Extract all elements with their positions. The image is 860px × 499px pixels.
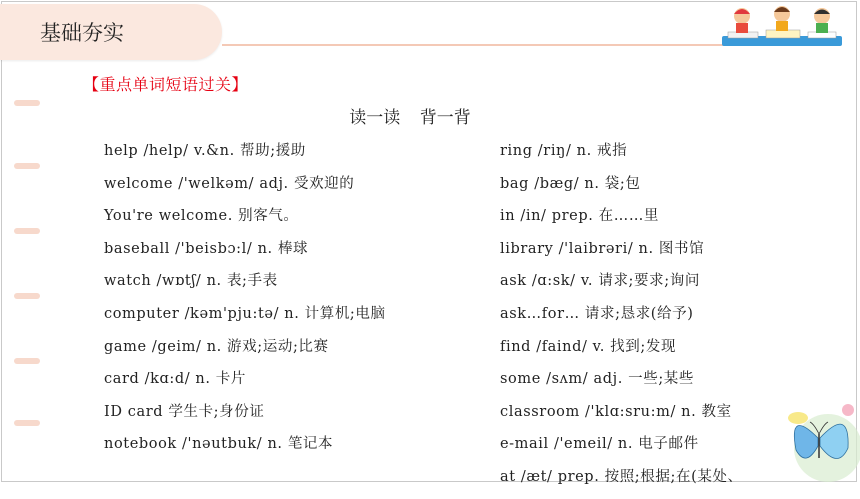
page-title: 基础夯实 [40, 21, 124, 45]
binder-ring [14, 358, 40, 364]
vocab-item: e-mail /'emeil/ n. 电子邮件 [500, 436, 699, 453]
vocab-item: ask /ɑ:sk/ v. 请求;要求;询问 [500, 273, 700, 290]
vocab-item: find /faind/ v. 找到;发现 [500, 338, 677, 355]
vocab-item: computer /kəm'pju:tə/ n. 计算机;电脑 [104, 305, 386, 322]
vocab-item: baseball /'beisbɔ:l/ n. 棒球 [104, 240, 309, 257]
vocab-item: bag /bæg/ n. 袋;包 [500, 175, 641, 192]
vocab-item: classroom /'klɑ:sru:m/ n. 教室 [500, 403, 732, 420]
vocab-item: ID card 学生卡;身份证 [104, 403, 265, 420]
vocab-item: in /in/ prep. 在……里 [500, 208, 660, 225]
vocab-item: game /geim/ n. 游戏;运动;比赛 [104, 338, 329, 355]
vocab-item: at /æt/ prep. 按照;根据;在(某处、 [500, 468, 743, 485]
vocab-item: ask…for… 请求;恳求(给予) [500, 305, 694, 322]
vocab-item: library /'laibrəri/ n. 图书馆 [500, 240, 705, 257]
binder-ring [14, 228, 40, 234]
vocab-item: watch /wɒtʃ/ n. 表;手表 [104, 273, 278, 290]
binder-ring [14, 420, 40, 426]
header-tab [0, 4, 222, 60]
vocab-item: card /kɑ:d/ n. 卡片 [104, 371, 246, 388]
kids-reading-illustration [718, 2, 846, 48]
section-heading: 【重点单词短语过关】 [83, 75, 249, 94]
binder-ring [14, 163, 40, 169]
vocab-item: help /help/ v.&n. 帮助;援助 [104, 143, 306, 159]
section-subtitle: 读一读 背一背 [349, 108, 471, 128]
butterfly-illustration [778, 388, 860, 484]
binder-ring [14, 293, 40, 299]
vocab-column-right [500, 140, 800, 499]
vocab-item: You're welcome. 别客气。 [104, 208, 299, 225]
vocab-item: ring /riŋ/ n. 戒指 [500, 143, 628, 159]
vocab-item: notebook /'nəutbuk/ n. 笔记本 [104, 436, 334, 453]
vocab-item: welcome /'welkəm/ adj. 受欢迎的 [104, 175, 355, 192]
vocab-item: some /sʌm/ adj. 一些;某些 [500, 371, 694, 388]
vocab-column-left [104, 140, 484, 466]
header-divider [222, 44, 725, 46]
